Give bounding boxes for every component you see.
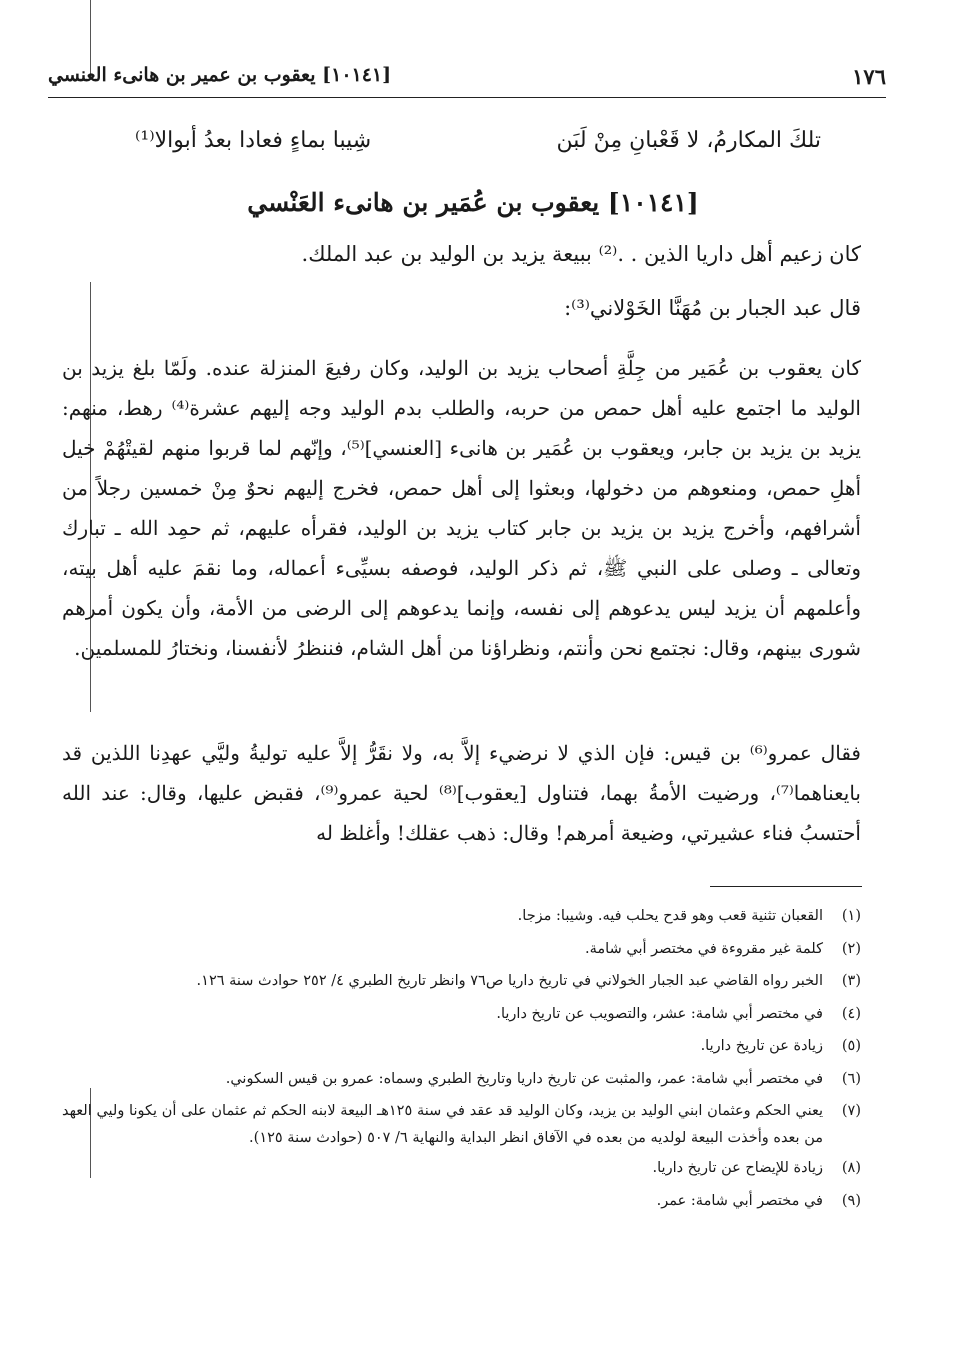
footnote-number: (٨) <box>841 1160 861 1176</box>
footnote-text: في مختصر أبي شامة: عمر، والمثبت عن تاريخ داريا وتاريخ الطبري وسماه: عمرو بن قيس السكوني. <box>225 1070 823 1087</box>
footnote-number: (٢) <box>841 940 861 957</box>
footnote <box>62 900 861 933</box>
footnote <box>62 1185 861 1218</box>
footnote-text: القعبان تثنية قعب وهو قدح يحلب فيه. وشيبا: مزجا. <box>517 908 823 924</box>
footnote-text: كلمة غير مقروءة في مختصر أبي شامة. <box>585 940 823 957</box>
footnote-text: زيادة عن تاريخ داريا. <box>700 1038 823 1054</box>
footnote-number: (٩) <box>841 1192 861 1209</box>
footnote <box>62 1030 861 1063</box>
running-title: [١٠١٤١] يعقوب بن عمير بن هانىء العنسي <box>48 64 392 86</box>
body-line-1: كان زعيم أهل داريا الذين . .⁽²⁾ ببيعة يزيد بن الوليد بن عبد الملك. <box>301 242 861 266</box>
footnote <box>62 998 861 1031</box>
footnote-divider <box>710 886 862 887</box>
footnote <box>62 1152 861 1185</box>
footnote-text: في مختصر أبي شامة: عمر. <box>656 1192 823 1209</box>
footnote-number: (٥) <box>841 1038 861 1054</box>
footnote <box>62 965 861 998</box>
footnote-number: (٣) <box>841 973 861 989</box>
footnote-text: الخبر رواه القاضي عبد الجبار الخولاني في تاريخ داريا ص٧٦ وانظر تاريخ الطبري ٤/ ٢٥٢ حوادث سنة ١٢٦. <box>196 973 823 989</box>
paragraph-1: كان يعقوب بن عُمَير من جِلَّةِ أصحاب يزيد بن الوليد، وكان رفيعَ المنزلة عنده. ولَمّا بلغ يزيد بن الوليد ما اجتمع عليه أهل حمص من حربه، والطلب بدم الوليد وجه إليهم عشرة⁽⁴⁾ رهط، منهم: يزيد بن يزيد بن جابر، ويعقوب بن عُمَير بن هانىء [العنسي]⁽⁵⁾، وإنّهم لما قربوا منهم لقيتْهُمْ خيل أهلِ حمص، ومنعوهم من دخولها، وبعثوا إلى أهل حمص، فخرج إليهم نحوٌ مِنْ خمسين رجلاً من أشرافهم، وأخرج يزيد بن يزيد بن جابر كتاب يزيد بن الوليد، فقرأه عليهم، ثم حمِد الله ـ تبارك وتعالى ـ وصلى على النبي ﷺ، ثم ذكر الوليد، فوصفه بسيِّىء أعماله، وما نقمَ عليه أهل بيته، وأعلمهم أن يزيد ليس يدعوهم إلى نفسه، وإنما يدعوهم إلى الرضى من الأمة، وأن يكون أمرهم شورى بينهم، وقال: نجتمع نحن وأنتم، ونظراؤنا من أهل الشام، فننظرُ لأنفسنا، ونختارُ للمسلمين. <box>62 356 861 660</box>
paragraph-2: فقال عمرو⁽⁶⁾ بن قيس: فإن الذي لا نرضيء إلاَّ به، ولا نقَرُّ إلاَّ عليه توليةُ وليَّي عهدِنا اللذين قد بايعناهما⁽⁷⁾، ورضيت الأمةُ بهما، فتناول [يعقوب]⁽⁸⁾ لحية عمرو⁽⁹⁾، فقبض عليها، وقال: عند الله أحتسبُ فناء عشيرتي، وضيعة أمرهم! وقال: ذهب عقلك! وأغلظ له <box>62 741 861 845</box>
body-line-2: قال عبد الجبار بن مُهَنَّا الخَوْلاني⁽³⁾: <box>564 296 861 320</box>
footnotes <box>62 900 861 1217</box>
footnote-number: (٤) <box>841 1005 861 1022</box>
entry-title: [١٠١٤١] يعقوب بن عُمَير بن هانىء العَنْسي <box>247 188 699 217</box>
footnote <box>62 1063 861 1096</box>
footnote-number: (١) <box>841 908 861 924</box>
footnote-number: (٦) <box>841 1070 861 1087</box>
footnote <box>62 1095 861 1152</box>
page-number: ١٧٦ <box>852 64 886 89</box>
footnote-text: في مختصر أبي شامة: عشر، والتصويب عن تاريخ داريا. <box>496 1005 823 1022</box>
verse-hemistich-1: تلكَ المكارمُ، لا قَعْبانِ مِنْ لَبَن <box>556 128 821 153</box>
footnote-number: (٧) <box>841 1103 861 1119</box>
footnote <box>62 933 861 966</box>
footnote-text: زيادة للإيضاح عن تاريخ داريا. <box>652 1160 823 1176</box>
header-divider <box>48 97 886 98</box>
verse-hemistich-2: شِيبا بماءٍ فعادا بعدُ أبوالا⁽¹⁾ <box>135 128 372 153</box>
running-header <box>48 64 886 94</box>
footnote-text: يعني الحكم وعثمان ابني الوليد بن يزيد، وكان الوليد قد عقد في سنة ١٢٥هـ البيعة لابنه الحكم ثم عثمان على أن يكونا وليي العهد من بعده وأخذت البيعة لولديه من بعده في الآفاق انظر البداية والنهاية ٦/ ٥٠٧ (حوادث سنة ١٢٥). <box>62 1103 823 1146</box>
